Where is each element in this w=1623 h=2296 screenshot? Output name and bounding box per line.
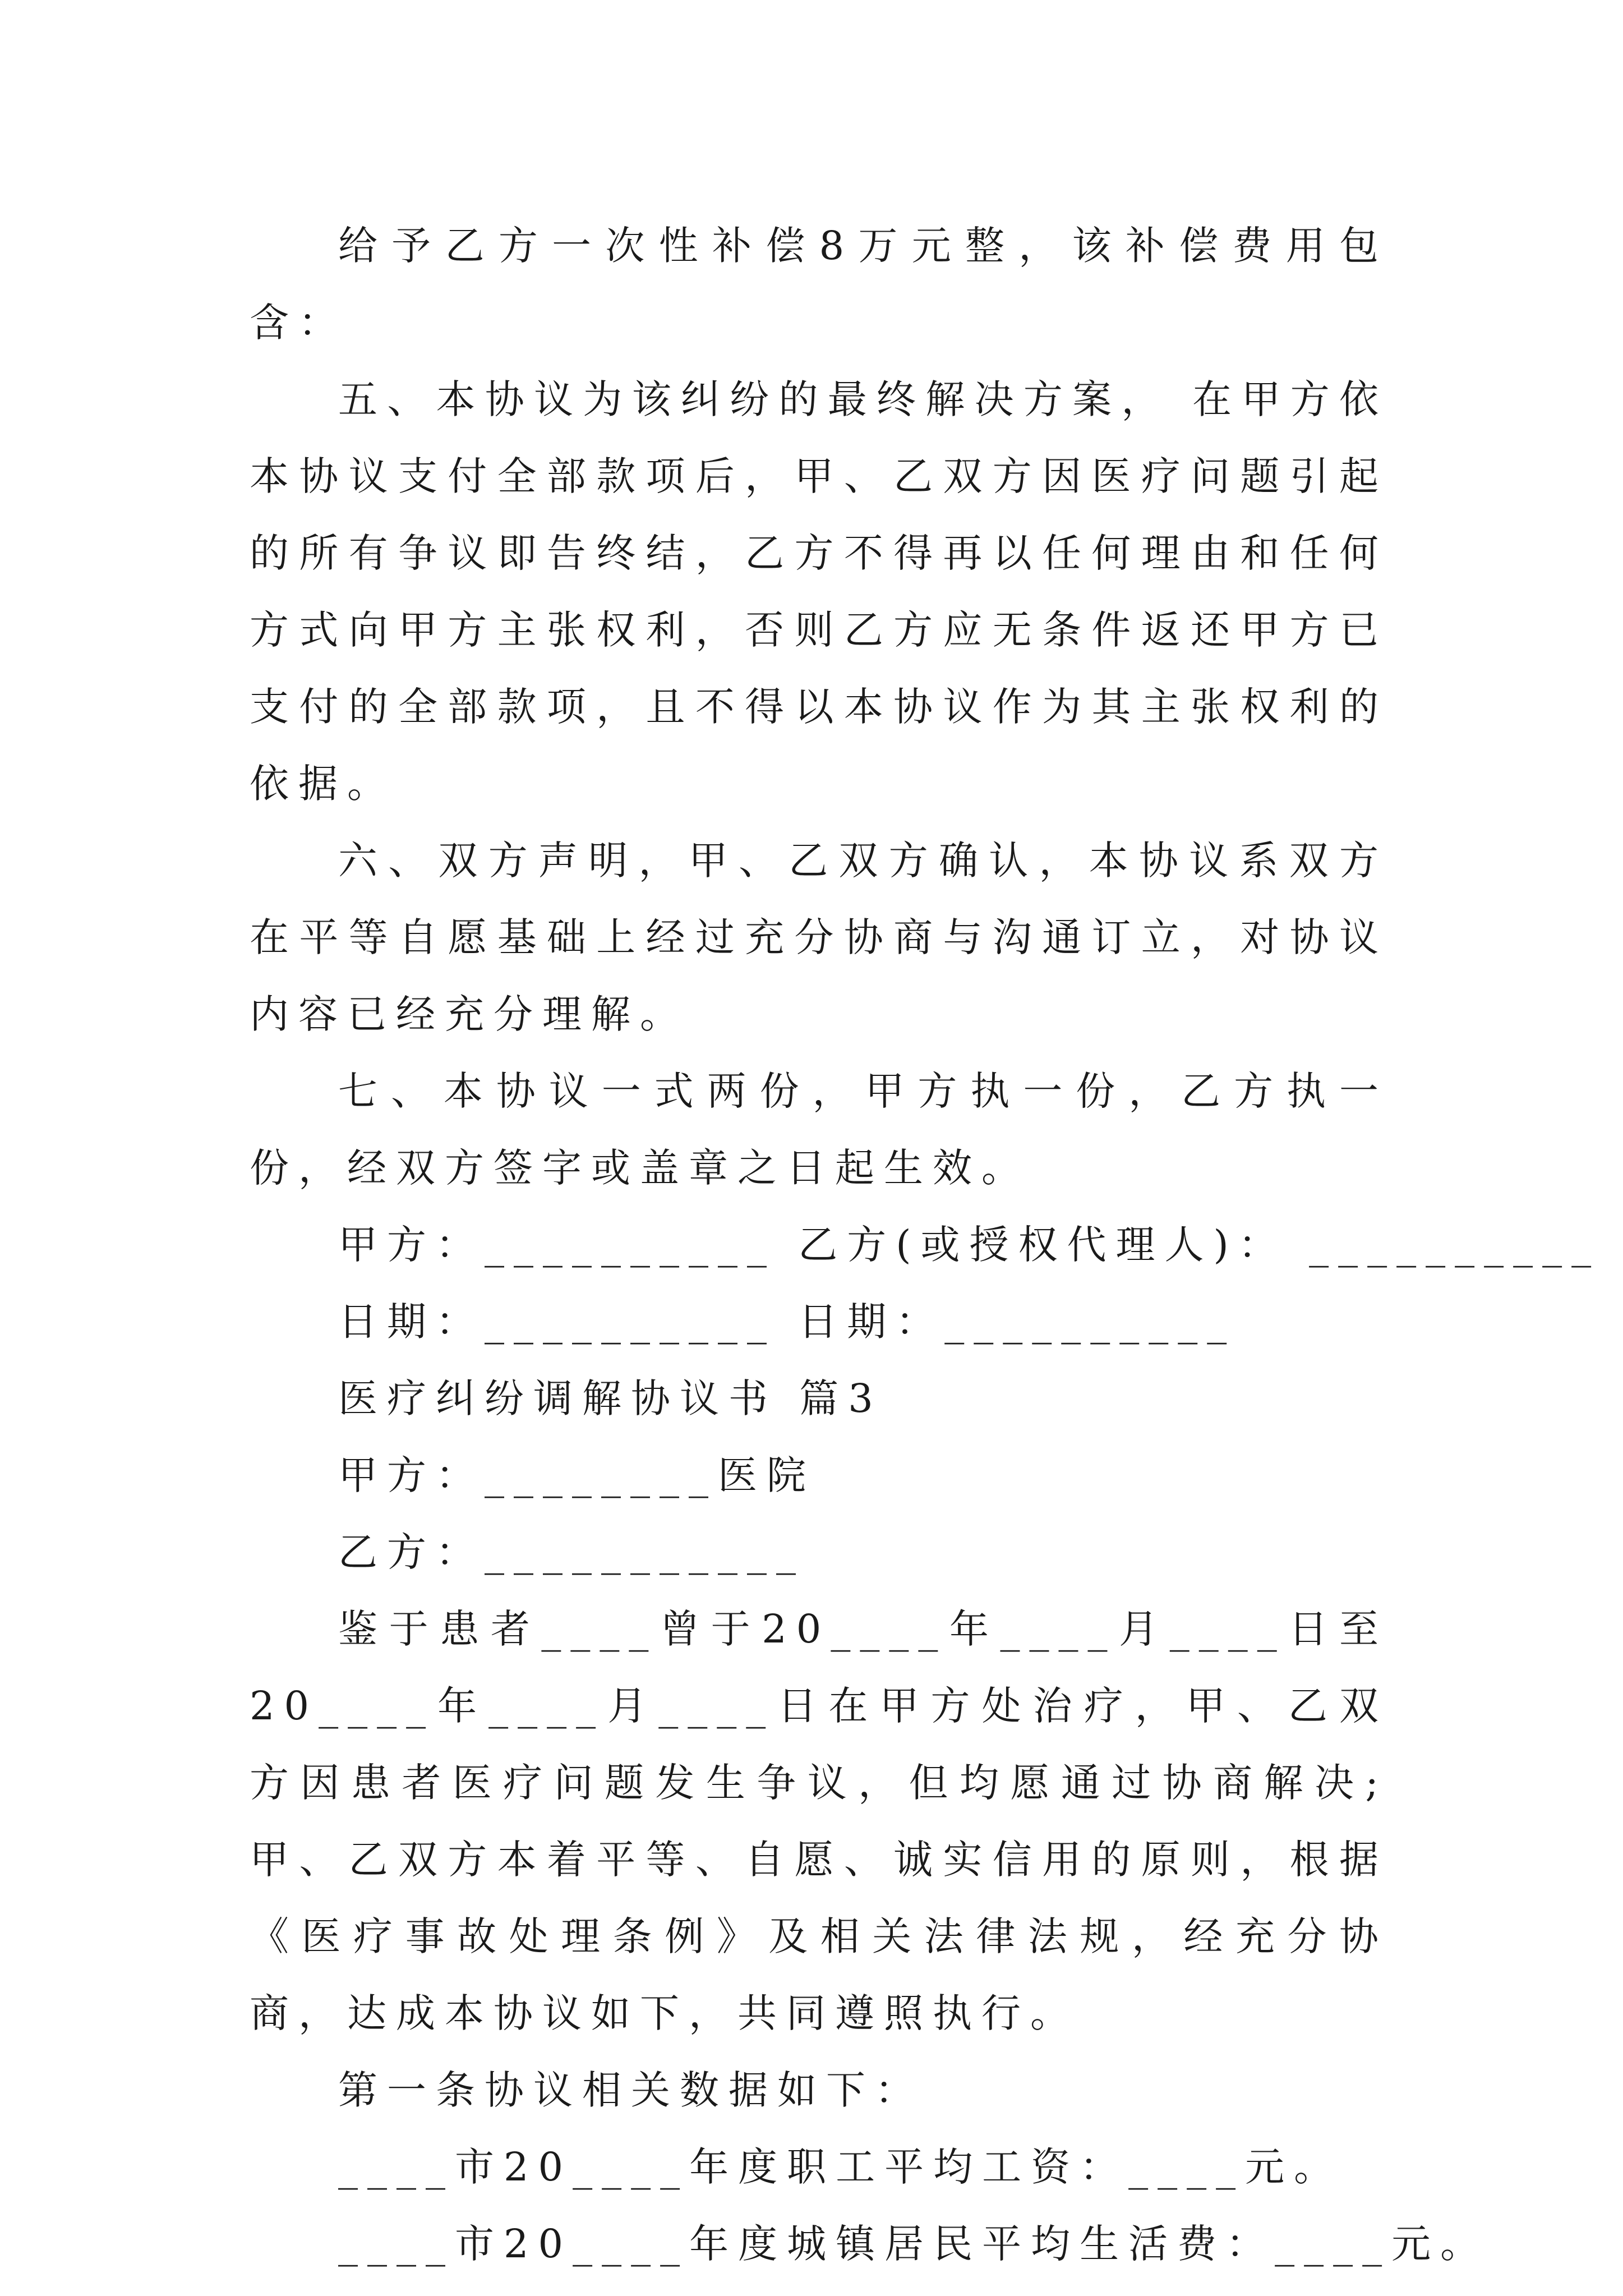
party-b-line: 乙方：___________ xyxy=(338,1529,805,1575)
section-title: 医疗纠纷调解协议书 篇3 xyxy=(338,1375,883,1421)
document-body xyxy=(250,208,1601,2283)
recital-paragraph: 鉴于患者____曾于20____年____月____日至20____年____月____日在甲方处治疗，甲、乙双方因患者医疗问题发生争议，但均愿通过协商解决;甲、乙双方本着平等、自愿、诚实信用的原则，根据《医疗事故处理条例》及相关法律法规，经充分协商，达成本协议如下，共同遵照执行。 xyxy=(250,1606,1388,2036)
party-a-line: 甲方：________医院 xyxy=(338,1452,815,1498)
paragraph-compensation: 给予乙方一次性补偿8万元整，该补偿费用包含： xyxy=(250,223,1388,346)
paragraph-article-6: 六、双方声明，甲、乙双方确认，本协议系双方在平等自愿基础上经过充分协商与沟通订立，对协议内容已经充分理解。 xyxy=(250,838,1388,1037)
article-1-heading: 第一条协议相关数据如下： xyxy=(338,2067,924,2113)
data-line-living-expense: ____市20____年度城镇居民平均生活费：____元。 xyxy=(338,2221,1490,2267)
paragraph-article-5: 五、本协议为该纠纷的最终解决方案， 在甲方依本协议支付全部款项后，甲、乙双方因医疗问题引起的所有争议即告终结，乙方不得再以任何理由和任何方式向甲方主张权利，否则乙方应无条件返还甲方已支付的全部款项，且不得以本协议作为其主张权利的依据。 xyxy=(250,376,1388,807)
data-line-average-wage: ____市20____年度职工平均工资：____元。 xyxy=(338,2144,1343,2190)
signature-line-parties: 甲方：__________ 乙方(或授权代理人)： __________ xyxy=(338,1222,1601,1268)
signature-line-dates: 日期：__________ 日期：__________ xyxy=(338,1299,1237,1345)
paragraph-article-7: 七、本协议一式两份，甲方执一份，乙方执一份，经双方签字或盖章之日起生效。 xyxy=(250,1068,1388,1191)
